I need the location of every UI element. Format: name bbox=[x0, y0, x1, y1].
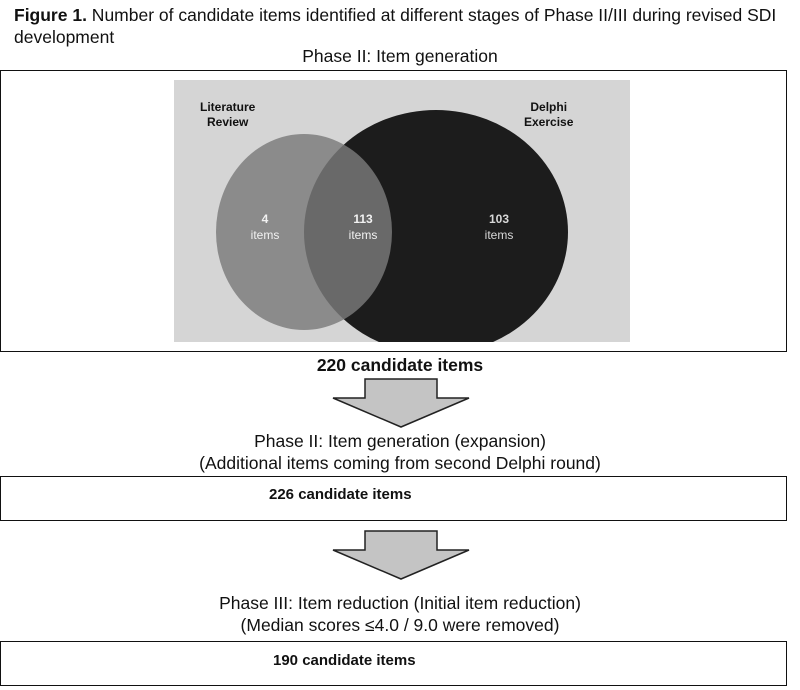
phase3-box bbox=[0, 641, 787, 686]
down-arrow-2 bbox=[331, 530, 471, 580]
venn-label-delphi-line1: Delphi bbox=[530, 100, 568, 114]
figure-caption-label: Figure 1. bbox=[14, 5, 87, 25]
venn-label-delphi bbox=[524, 100, 573, 130]
venn-count-delphi-only-unit: items bbox=[484, 228, 514, 242]
venn-count-delphi-only bbox=[464, 211, 534, 243]
down-arrow-1 bbox=[331, 378, 471, 428]
venn-count-overlap-value: 113 bbox=[353, 212, 373, 226]
phase2-box bbox=[0, 476, 787, 521]
venn-count-literature-only-value: 4 bbox=[261, 212, 269, 226]
venn-count-literature-only bbox=[230, 211, 300, 243]
phase3-title: Phase III: Item reduction (Initial item reduction) bbox=[219, 593, 581, 613]
venn-count-overlap bbox=[328, 211, 398, 243]
venn-diagram bbox=[174, 80, 630, 342]
venn-label-literature bbox=[200, 100, 255, 130]
figure-caption bbox=[14, 4, 784, 48]
figure-caption-text: Number of candidate items identified at different stages of Phase II/III during revised SDI development bbox=[14, 5, 777, 47]
phase2-subtitle: (Additional items coming from second Delphi round) bbox=[199, 453, 601, 473]
phase1-result: 220 candidate items bbox=[316, 355, 484, 375]
venn-count-overlap-unit: items bbox=[348, 228, 378, 242]
phase3-result: 190 candidate items bbox=[273, 652, 416, 669]
venn-label-literature-line1: Literature bbox=[200, 100, 256, 114]
venn-label-delphi-line2: Exercise bbox=[524, 115, 574, 129]
phase1-title: Phase II: Item generation bbox=[302, 46, 498, 66]
phase2-result: 226 candidate items bbox=[269, 486, 412, 503]
venn-label-literature-line2: Review bbox=[207, 115, 249, 129]
phase3-subtitle: (Median scores ≤4.0 / 9.0 were removed) bbox=[240, 615, 560, 635]
phase2-title: Phase II: Item generation (expansion) bbox=[254, 431, 546, 451]
venn-count-delphi-only-value: 103 bbox=[488, 212, 510, 226]
venn-count-literature-only-unit: items bbox=[250, 228, 280, 242]
